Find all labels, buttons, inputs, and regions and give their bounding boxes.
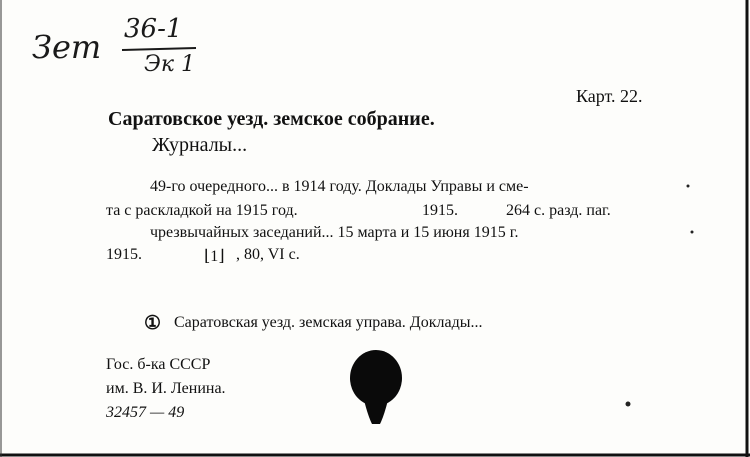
- handwritten-prefix: Зет: [32, 28, 102, 66]
- description-line-2c: 264 с. разд. паг.: [506, 202, 611, 219]
- description-line-4-rest: , 80, VI с.: [236, 246, 300, 263]
- description-line-2b: 1915.: [422, 202, 458, 219]
- title: Журналы...: [152, 134, 248, 156]
- library-line-1: Гос. б-ка СССР: [106, 356, 211, 373]
- description-line-4-year: 1915.: [106, 246, 142, 263]
- volume-mark: ⌊1⌋: [204, 248, 225, 265]
- cross-reference-marker: ①: [144, 313, 162, 334]
- library-line-2: им. В. И. Ленина.: [106, 380, 226, 397]
- description-line-3: чрезвычайных заседаний... 15 марта и 15 июня 1915 г.: [150, 224, 519, 241]
- handwritten-numerator: 36-1: [124, 14, 183, 44]
- description-line-2a: та с раскладкой на 1915 год.: [106, 202, 298, 219]
- description-line-1: 49-го очередного... в 1914 году. Доклады Управы и сме-: [150, 178, 529, 195]
- handwritten-denominator: Эк 1: [144, 52, 195, 77]
- cross-reference-text: Саратовская уезд. земская управа. Доклады...: [174, 314, 483, 331]
- library-line-3: 32457 — 49: [106, 404, 185, 421]
- card-number: Карт. 22.: [576, 86, 643, 106]
- author-heading: Саратовское уезд. земское собрание.: [108, 108, 435, 130]
